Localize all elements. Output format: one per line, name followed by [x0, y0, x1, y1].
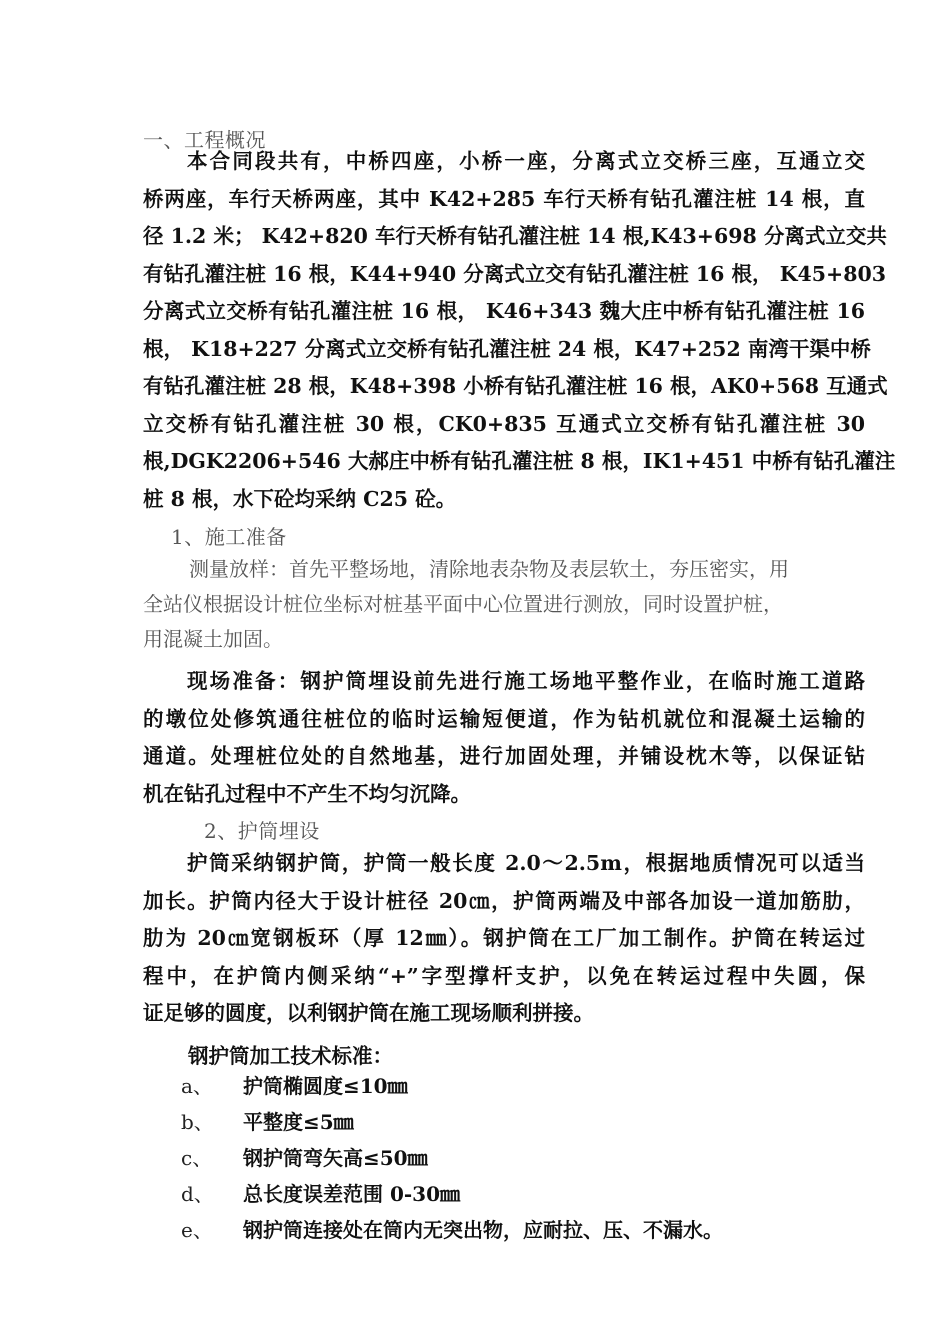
standard-text: 钢护筒弯矢高≤50㎜: [243, 1146, 428, 1170]
standard-item: [181, 1069, 408, 1103]
standard-text: 总长度误差范围 0-30㎜: [243, 1182, 461, 1206]
casing-line: 加长。护筒内径大于设计桩径 20㎝，护筒两端及中部各加设一道加筋肋，: [143, 888, 865, 913]
standard-item: [181, 1141, 428, 1175]
section-heading-preparation: 1、施工准备: [171, 525, 287, 549]
standard-marker: b、: [181, 1110, 214, 1134]
overview-line: 分离式立交桥有钻孔灌注桩 16 根， K46+343 魏大庄中桥有钻孔灌注桩 16: [143, 299, 865, 323]
overview-line: 桩 8 根，水下砼均采纳 C25 砼。: [143, 486, 457, 511]
overview-line: 根,DGK2206+546 大郝庄中桥有钻孔灌注桩 8 根，IK1+451 中桥有钻孔灌注: [143, 449, 896, 473]
site-preparation-paragraph: [143, 663, 865, 813]
standard-text: 钢护筒连接处在筒内无突出物，应耐拉、压、不漏水。: [243, 1218, 723, 1242]
standard-item: [181, 1213, 723, 1247]
overview-line: 有钻孔灌注桩 28 根，K48+398 小桥有钻孔灌注桩 16 根，AK0+568 互通式: [143, 374, 888, 398]
standard-marker: d、: [181, 1182, 214, 1206]
section-heading-casing: 2、护筒埋设: [204, 819, 320, 843]
site-line: 机在钻孔过程中不产生不均匀沉降。: [143, 781, 471, 806]
survey-line: 全站仪根据设计桩位坐标对桩基平面中心位置进行测放，同时设置护桩，: [143, 592, 783, 616]
site-line: 现场准备：钢护筒埋设前先进行施工场地平整作业，在临时施工道路: [187, 669, 865, 693]
casing-line: 程中，在护筒内侧采纳“+”字型撑杆支护，以免在转运过程中失圆，保: [143, 963, 865, 988]
casing-line: 证足够的圆度，以利钢护筒在施工现场顺利拼接。: [143, 1001, 594, 1025]
standard-text: 护筒椭圆度≤10㎜: [243, 1074, 408, 1098]
site-line: 的墩位处修筑通往桩位的临时运输短便道，作为钻机就位和混凝土运输的: [143, 706, 865, 731]
casing-paragraph: [143, 845, 865, 1033]
survey-line: 用混凝土加固。: [143, 627, 283, 651]
overview-line: 桥两座，车行天桥两座，其中 K42+285 车行天桥有钻孔灌注桩 14 根，直: [143, 186, 865, 211]
standard-marker: c、: [181, 1146, 213, 1170]
overview-paragraph: [143, 143, 896, 518]
survey-line: 测量放样：首先平整场地，清除地表杂物及表层软土，夯压密实，用: [189, 557, 789, 581]
casing-line: 肋为 20㎝宽钢板环（厚 12㎜）。钢护筒在工厂加工制作。护筒在转运过: [143, 926, 865, 950]
section-heading-overview: 一、工程概况: [143, 128, 266, 152]
overview-line: 立交桥有钻孔灌注桩 30 根，CK0+835 互通式立交桥有钻孔灌注桩 30: [143, 411, 865, 436]
survey-paragraph: [143, 552, 865, 657]
overview-line: 有钻孔灌注桩 16 根，K44+940 分离式立交有钻孔灌注桩 16 根， K45+803: [143, 261, 887, 286]
standard-text: 平整度≤5㎜: [243, 1110, 354, 1134]
standard-marker: a、: [181, 1074, 213, 1098]
standard-item: [181, 1177, 460, 1211]
overview-line: 根， K18+227 分离式立交桥有钻孔灌注桩 24 根，K47+252 南湾干渠中桥: [143, 336, 871, 361]
standard-marker: e、: [181, 1218, 213, 1242]
casing-line: 护筒采纳钢护筒，护筒一般长度 2.0～2.5m，根据地质情况可以适当: [187, 851, 865, 875]
site-line: 通道。处理桩位处的自然地基，进行加固处理，并铺设枕木等，以保证钻: [143, 744, 865, 768]
overview-line: 径 1.2 米； K42+820 车行天桥有钻孔灌注桩 14 根,K43+698 分离式立交共: [143, 224, 887, 248]
overview-line: 本合同段共有，中桥四座，小桥一座，分离式立交桥三座，互通立交: [187, 149, 865, 173]
standards-title: 钢护筒加工技术标准：: [188, 1044, 393, 1068]
standard-item: [181, 1105, 354, 1139]
